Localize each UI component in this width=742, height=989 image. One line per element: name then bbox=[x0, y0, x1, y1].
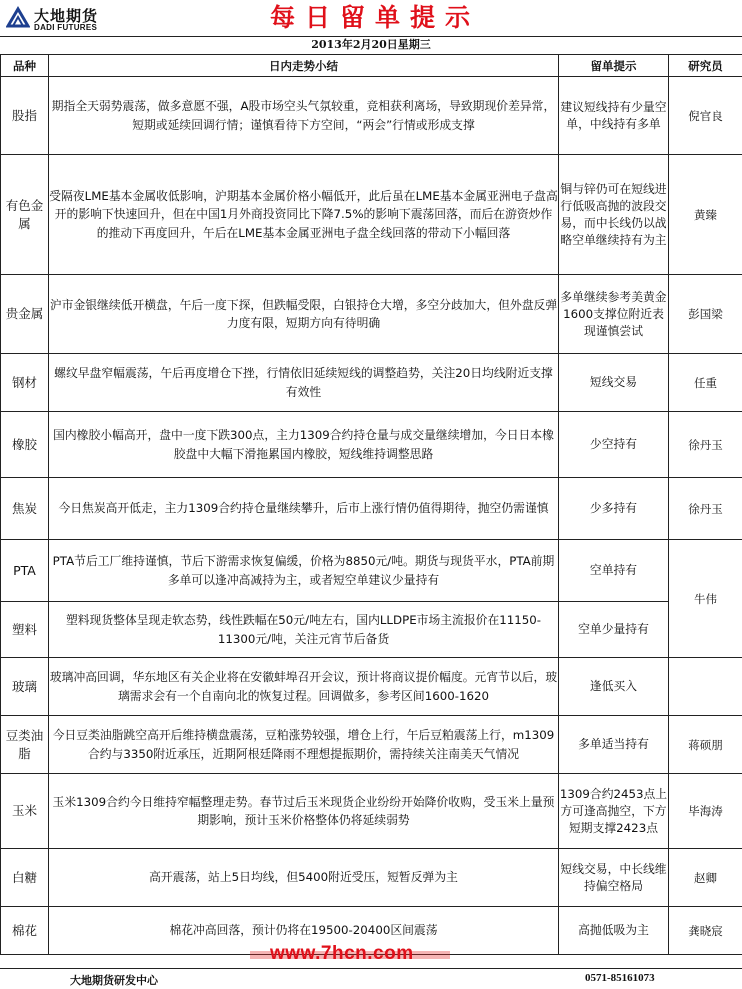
table-row bbox=[1, 658, 742, 716]
row-researcher: 蒋硕朋 bbox=[669, 716, 742, 774]
header-trend: 日内走势小结 bbox=[49, 55, 559, 77]
header-advice: 留单提示 bbox=[559, 55, 669, 77]
table-row bbox=[1, 275, 742, 354]
row-kind: 贵金属 bbox=[1, 275, 49, 354]
row-trend: 玻璃冲高回调，华东地区有关企业将在安徽蚌埠召开会议，预计将商议提价幅度。元宵节以后，玻璃需求会有一个自南向北的恢复过程。回调做多，参考区间1600-1620 bbox=[49, 658, 559, 716]
row-advice: 少空持有 bbox=[559, 412, 669, 478]
row-trend: 国内橡胶小幅高开，盘中一度下跌300点，主力1309合约持仓量与成交量继续增加，今日日本橡胶盘中大幅下滑拖累国内橡胶，短线维持调整思路 bbox=[49, 412, 559, 478]
row-researcher: 任重 bbox=[669, 354, 742, 412]
report-header bbox=[0, 0, 742, 37]
row-trend: 沪市金银继续低开横盘，午后一度下探，但跌幅受限，白银持仓大增，多空分歧加大，但外盘反弹力度有限，短期方向有待明确 bbox=[49, 275, 559, 354]
dadi-logo-icon bbox=[6, 6, 30, 30]
row-researcher: 龚晓宸 bbox=[669, 907, 742, 955]
row-trend: 塑料现货整体呈现走软态势，线性跌幅在50元/吨左右，国内LLDPE市场主流报价在11150-11300元/吨，关注元宵节后备货 bbox=[49, 602, 559, 658]
table-row bbox=[1, 716, 742, 774]
row-researcher bbox=[669, 658, 742, 716]
row-kind: 钢材 bbox=[1, 354, 49, 412]
table-row bbox=[1, 774, 742, 849]
row-trend: PTA节后工厂维持谨慎，节后下游需求恢复偏缓，价格为8850元/吨。期货与现货平水，PTA前期多单可以逢冲高减持为主，或者短空单建议少量持有 bbox=[49, 540, 559, 602]
table-row bbox=[1, 354, 742, 412]
header-researcher: 研究员 bbox=[669, 55, 742, 77]
row-researcher: 徐丹玉 bbox=[669, 478, 742, 540]
row-trend: 棉花冲高回落，预计仍将在19500-20400区间震荡 bbox=[49, 907, 559, 955]
row-researcher: 毕海涛 bbox=[669, 774, 742, 849]
table-row bbox=[1, 412, 742, 478]
row-advice: 高抛低吸为主 bbox=[559, 907, 669, 955]
row-researcher: 彭国梁 bbox=[669, 275, 742, 354]
row-trend: 受隔夜LME基本金属收低影响，沪期基本金属价格小幅低开，此后虽在LME基本金属亚洲电子盘高开的影响下快速回升，但在中国1月外商投资同比下降7.5%的影响下震荡回落，而后在游资炒作的推动下再度回升，午后在LME基本金属亚洲电子盘全线回落的带动下小幅回落 bbox=[49, 155, 559, 275]
table-row bbox=[1, 77, 742, 155]
row-researcher: 牛伟 bbox=[669, 540, 742, 658]
table-row bbox=[1, 849, 742, 907]
row-kind: 玻璃 bbox=[1, 658, 49, 716]
table-header-row bbox=[1, 55, 742, 77]
logo-english-name: DADI FUTURES bbox=[34, 23, 97, 32]
row-trend: 期指全天弱势震荡，做多意愿不强，A股市场空头气氛较重，竞相获利离场，导致期现价差异常，短期或延续回调行情；谨慎看待下方空间，“两会”行情或形成支撑 bbox=[49, 77, 559, 155]
row-advice: 逢低买入 bbox=[559, 658, 669, 716]
row-researcher: 赵卿 bbox=[669, 849, 742, 907]
row-advice: 短线交易，中长线维持偏空格局 bbox=[559, 849, 669, 907]
company-logo bbox=[4, 3, 124, 35]
row-kind: 有色金属 bbox=[1, 155, 49, 275]
row-advice: 多单适当持有 bbox=[559, 716, 669, 774]
row-kind: 豆类油脂 bbox=[1, 716, 49, 774]
row-kind: 白糖 bbox=[1, 849, 49, 907]
page-title: 每日留单提示 bbox=[190, 0, 560, 36]
header-kind: 品种 bbox=[1, 55, 49, 77]
row-advice: 空单持有 bbox=[559, 540, 669, 602]
report-footer bbox=[0, 968, 742, 989]
table-row bbox=[1, 478, 742, 540]
row-kind: 塑料 bbox=[1, 602, 49, 658]
row-advice: 少多持有 bbox=[559, 478, 669, 540]
row-advice: 1309合约2453点上方可逢高抛空，下方短期支撑2423点 bbox=[559, 774, 669, 849]
row-advice: 短线交易 bbox=[559, 354, 669, 412]
row-trend: 今日焦炭高开低走，主力1309合约持仓量继续攀升，后市上涨行情仍值得期待，抛空仍需谨慎 bbox=[49, 478, 559, 540]
row-kind: 股指 bbox=[1, 77, 49, 155]
row-kind: 焦炭 bbox=[1, 478, 49, 540]
row-advice: 建议短线持有少量空单，中线持有多单 bbox=[559, 77, 669, 155]
advice-table bbox=[0, 54, 742, 955]
row-researcher: 徐丹玉 bbox=[669, 412, 742, 478]
row-advice: 空单少量持有 bbox=[559, 602, 669, 658]
footer-organization: 大地期货研发中心 bbox=[70, 972, 158, 988]
row-kind: 橡胶 bbox=[1, 412, 49, 478]
site-watermark: www.7hcn.com bbox=[270, 943, 414, 965]
row-trend: 螺纹早盘窄幅震荡，午后再度增仓下挫，行情依旧延续短线的调整趋势，关注20日均线附近支撑有效性 bbox=[49, 354, 559, 412]
report-date: 2013年2月20日星期三 bbox=[0, 36, 742, 54]
row-researcher: 黄臻 bbox=[669, 155, 742, 275]
row-advice: 多单继续参考美黄金1600支撑位附近表现谨慎尝试 bbox=[559, 275, 669, 354]
logo-chinese-name: 大地期货 bbox=[34, 5, 98, 26]
table-row bbox=[1, 602, 742, 658]
row-trend: 今日豆类油脂跳空高开后维持横盘震荡，豆粕涨势较强，增仓上行，午后豆粕震荡上行，m1309合约与3350附近承压，近期阿根廷降雨不理想提振期价，需持续关注南美天气情况 bbox=[49, 716, 559, 774]
row-kind: PTA bbox=[1, 540, 49, 602]
footer-phone: 0571-85161073 bbox=[585, 972, 655, 984]
table-row bbox=[1, 155, 742, 275]
table-row bbox=[1, 540, 742, 602]
row-trend: 高开震荡，站上5日均线，但5400附近受压，短暂反弹为主 bbox=[49, 849, 559, 907]
row-trend: 玉米1309合约今日维持窄幅整理走势。春节过后玉米现货企业纷纷开始降价收购，受玉米上量预期影响，预计玉米价格整体仍将延续弱势 bbox=[49, 774, 559, 849]
row-advice: 铜与锌仍可在短线进行低吸高抛的波段交易，而中长线仍以战略空单继续持有为主 bbox=[559, 155, 669, 275]
row-kind: 棉花 bbox=[1, 907, 49, 955]
row-researcher: 倪官良 bbox=[669, 77, 742, 155]
row-kind: 玉米 bbox=[1, 774, 49, 849]
